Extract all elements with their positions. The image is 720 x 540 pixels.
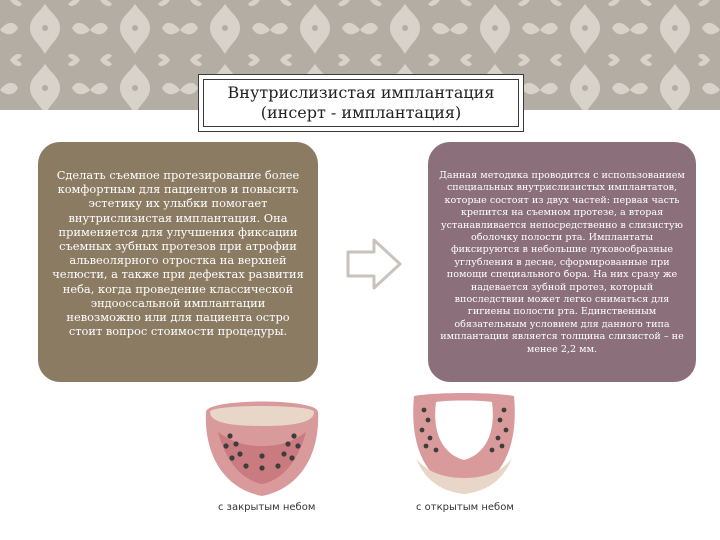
right-arrow-icon xyxy=(344,236,404,296)
left-panel-text: Сделать съемное протезирование более комфортным для пациентов и повысить эстетику их улыбки помогает внутрислизистая имплантация. Она применяется для улучшения фиксации съемных зубных протезов при атрофии альвеолярного отростка на верхней челюсти, а также при дефектах развития неба, когда проведение классической эндооссальной имплантации невозможно или для пациента остро стоит вопрос стоимости процедуры. xyxy=(52,168,304,339)
page-title: Внутрислизистая имплантация xyxy=(227,83,495,102)
denture-open-palate-photo xyxy=(406,388,522,500)
right-photo-caption: с открытым небом xyxy=(416,502,514,513)
page-subtitle: (инсерт - имплантация) xyxy=(260,103,462,122)
denture-closed-palate-photo xyxy=(196,392,328,502)
left-text-panel xyxy=(38,142,318,382)
title-box xyxy=(198,74,524,132)
right-panel-text: Данная методика проводится с использованием специальных внутрислизистых имплантатов, которые состоят из двух частей: первая часть крепится на съемном протезе, а вторая устанавливается непосредственно в слизистую оболочку полости рта. Имплантаты фиксируются в небольшие луковообразные углубления в десне, сформированные при помощи специального бора. На них сразу же надевается зубной протез, который впоследствии может легко сниматься для гигиены полости рта. Единственным обязательным условием для данного типа имплантации является толщина слизистой – не менее 2,2 мм. xyxy=(439,170,685,355)
right-text-panel xyxy=(428,142,696,382)
title-inner-frame xyxy=(203,79,519,127)
left-photo-caption: с закрытым небом xyxy=(218,502,316,513)
